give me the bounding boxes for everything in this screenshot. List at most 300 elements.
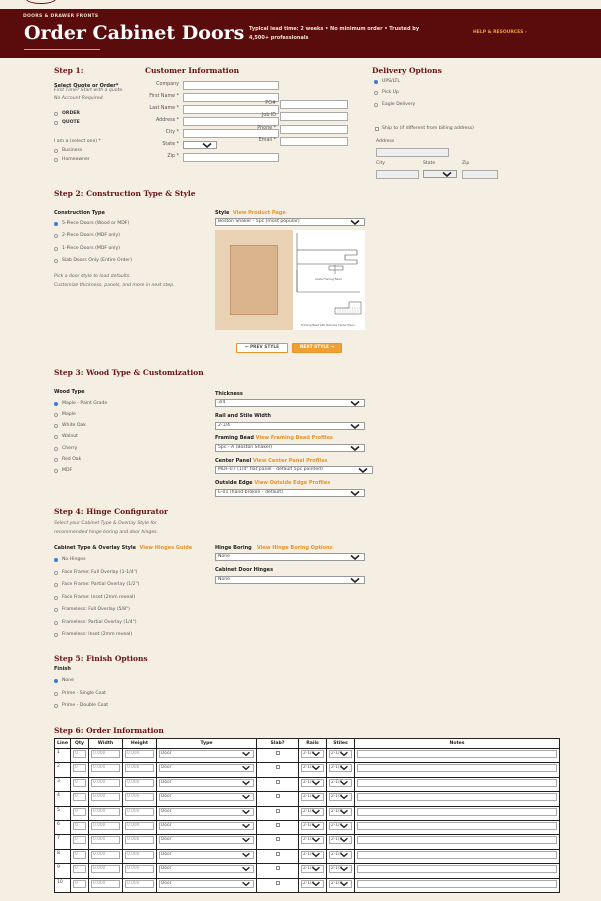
chevron-down-icon — [240, 780, 252, 786]
radio-order[interactable] — [54, 112, 58, 116]
chevron-down-icon — [310, 866, 322, 872]
radio-maple-paint-grade[interactable] — [54, 402, 58, 406]
col-line: Line — [55, 739, 71, 749]
ship-zip-field[interactable] — [462, 170, 498, 179]
slab-cell — [257, 806, 299, 820]
slab-checkbox[interactable] — [276, 765, 280, 769]
stiles-value: 2-1/4 — [331, 808, 343, 814]
height-cell — [123, 749, 157, 763]
chevron-down-icon — [240, 837, 252, 843]
width-input[interactable]: 0.000 — [91, 750, 120, 758]
ship-state-label: State — [423, 161, 436, 166]
rails-value: 2-1/4 — [303, 866, 315, 872]
chevron-down-icon — [338, 866, 350, 872]
width-input[interactable]: 0.000 — [91, 880, 120, 888]
last-name-label: Last Name * — [149, 106, 179, 111]
radio-5-piece[interactable] — [54, 222, 58, 226]
finish-option-label: Prime - Single Coat — [62, 691, 106, 696]
chevron-down-icon — [240, 866, 252, 872]
stiles-cell — [327, 806, 355, 820]
overlay-option-label: Face Frame: Full Overlay (1-1/4") — [62, 570, 138, 575]
slab-checkbox[interactable] — [276, 794, 280, 798]
width-input[interactable]: 0.000 — [91, 851, 120, 859]
rail-stile-width-select[interactable] — [215, 422, 365, 430]
ship-address-field[interactable] — [376, 148, 449, 157]
qty-input[interactable]: 0 — [73, 779, 86, 787]
overlay-label: Cabinet Type & Overlay Style — [54, 545, 136, 551]
door-hinges-select[interactable] — [215, 576, 365, 584]
chevron-down-icon — [240, 765, 252, 771]
header-tagline: Typical lead time: 2 weeks • No minimum order • Trusted by 4,500+ professionals — [249, 26, 420, 41]
qty-input[interactable]: 0 — [73, 808, 86, 816]
view-framing-bead-link[interactable]: View Framing Bead Profiles — [255, 435, 333, 441]
stiles-select[interactable] — [329, 764, 352, 772]
hinge-boring-select[interactable] — [215, 553, 365, 561]
width-cell — [89, 749, 123, 763]
radio-slab[interactable] — [54, 259, 58, 263]
type-value: Door — [161, 837, 172, 843]
quote-note-2: No Account Required. — [54, 96, 105, 101]
rails-cell — [299, 878, 327, 892]
radio-maple[interactable] — [54, 413, 58, 417]
type-select[interactable] — [159, 822, 254, 830]
step4-heading: Step 4: Hinge Configurator — [54, 507, 168, 516]
stiles-select[interactable] — [329, 793, 352, 801]
address-field[interactable] — [183, 117, 279, 126]
type-select[interactable] — [159, 779, 254, 787]
line-number: 1 — [55, 749, 71, 763]
notes-input[interactable] — [357, 750, 557, 758]
rails-select[interactable] — [301, 836, 324, 844]
col-slab: Slab? — [257, 739, 299, 749]
ship-to-label: Ship to (if different from billing address) — [382, 126, 474, 131]
qty-input[interactable]: 0 — [73, 793, 86, 801]
stiles-select[interactable] — [329, 822, 352, 830]
qty-input[interactable]: 0 — [73, 836, 86, 844]
stiles-cell — [327, 763, 355, 777]
radio-homeowner[interactable] — [54, 158, 58, 162]
radio-mdf[interactable] — [54, 469, 58, 473]
type-cell — [157, 864, 257, 878]
step5-heading: Step 5: Finish Options — [54, 654, 148, 663]
notes-cell — [355, 806, 560, 820]
wood-option-label: Cherry — [62, 446, 78, 451]
thickness-label: Thickness — [215, 391, 243, 397]
radio-ups-ltl-label: UPS/LTL — [382, 79, 400, 84]
rails-select[interactable] — [301, 822, 324, 830]
width-input[interactable]: 0.000 — [91, 779, 120, 787]
stiles-cell — [327, 749, 355, 763]
address-label: Address * — [155, 118, 179, 123]
outside-edge-label-row — [215, 480, 330, 486]
width-input[interactable]: 0.000 — [91, 808, 120, 816]
table-row — [55, 878, 560, 892]
chevron-down-icon — [310, 751, 322, 757]
framing-bead-value: 5pc - A (Boston Shaker) — [218, 445, 273, 450]
chevron-down-icon — [310, 809, 322, 815]
rails-value: 2-1/4 — [303, 794, 315, 800]
stiles-cell — [327, 849, 355, 863]
height-input[interactable]: 0.000 — [125, 750, 154, 758]
radio-business[interactable] — [54, 149, 58, 153]
state-select[interactable] — [183, 141, 217, 149]
radio-1-piece-label: 1-Piece Doors (MDF only) — [62, 246, 120, 251]
qty-cell — [71, 749, 89, 763]
stiles-select[interactable] — [329, 836, 352, 844]
rails-select[interactable] — [301, 750, 324, 758]
radio-ff-partial-overlay[interactable] — [54, 583, 58, 587]
slab-checkbox[interactable] — [276, 866, 280, 870]
slab-cell — [257, 835, 299, 849]
stiles-select[interactable] — [329, 779, 352, 787]
job-id-field[interactable] — [280, 112, 348, 121]
rails-value: 2-1/4 — [303, 779, 315, 785]
order-table-header — [55, 739, 560, 749]
height-cell — [123, 835, 157, 849]
width-cell — [89, 777, 123, 791]
table-row — [55, 792, 560, 806]
col-rails: Rails — [299, 739, 327, 749]
radio-white-oak[interactable] — [54, 424, 58, 428]
qty-input[interactable]: 0 — [73, 880, 86, 888]
hinge-note-2: recommended hinge boring and door hinges. — [54, 530, 159, 535]
view-product-page-link[interactable]: View Product Page — [232, 210, 286, 216]
notes-input[interactable] — [357, 793, 557, 801]
chevron-down-icon — [338, 794, 350, 800]
overlay-option-label: No Hinges — [62, 557, 86, 562]
radio-prime-single[interactable] — [54, 692, 58, 696]
type-select[interactable] — [159, 865, 254, 873]
table-row — [55, 820, 560, 834]
type-value: Door — [161, 765, 172, 771]
finish-option-label: None — [62, 678, 74, 683]
rails-select[interactable] — [301, 851, 324, 859]
type-value: Door — [161, 779, 172, 785]
diagram-caption-1: Inside Framing Bead — [315, 278, 342, 281]
rails-value: 2-1/4 — [303, 808, 315, 814]
rails-select[interactable] — [301, 793, 324, 801]
delivery-heading: Delivery Options — [372, 66, 442, 75]
notes-input[interactable] — [357, 822, 557, 830]
col-qty: Qty — [71, 739, 89, 749]
type-select[interactable] — [159, 836, 254, 844]
qty-cell — [71, 806, 89, 820]
qty-cell — [71, 820, 89, 834]
phone-label: Phone * — [257, 126, 276, 131]
notes-input[interactable] — [357, 836, 557, 844]
title-underline — [24, 49, 100, 50]
width-input[interactable]: 0.000 — [91, 764, 120, 772]
line-number: 9 — [55, 864, 71, 878]
height-input[interactable]: 0.000 — [125, 779, 154, 787]
company-field[interactable] — [183, 81, 279, 90]
view-hinges-guide-link[interactable]: View Hinges Guide — [139, 545, 193, 551]
stiles-cell — [327, 878, 355, 892]
rail-stile-width-label: Rail and Stile Width — [215, 413, 271, 419]
radio-2-piece[interactable] — [54, 234, 58, 238]
radio-eagle-delivery[interactable] — [374, 103, 378, 107]
wood-option-label: Maple — [62, 412, 76, 417]
type-cell — [157, 878, 257, 892]
stiles-value: 2-1/4 — [331, 765, 343, 771]
chevron-down-icon — [240, 881, 252, 887]
phone-field[interactable] — [280, 125, 348, 134]
chevron-down-icon — [338, 837, 350, 843]
height-input[interactable]: 0.000 — [125, 851, 154, 859]
radio-walnut[interactable] — [54, 435, 58, 439]
notes-input[interactable] — [357, 764, 557, 772]
width-input[interactable]: 0.000 — [91, 822, 120, 830]
rails-cell — [299, 749, 327, 763]
slab-checkbox[interactable] — [276, 881, 280, 885]
width-cell — [89, 835, 123, 849]
height-input[interactable]: 0.000 — [125, 880, 154, 888]
line-number: 2 — [55, 763, 71, 777]
qty-input[interactable]: 0 — [73, 851, 86, 859]
col-type: Type — [157, 739, 257, 749]
style-preview-image — [215, 230, 365, 330]
door-photo — [215, 230, 293, 330]
radio-fl-full-overlay[interactable] — [54, 608, 58, 612]
ship-to-checkbox[interactable] — [375, 127, 379, 131]
radio-finish-none[interactable] — [54, 679, 58, 683]
stiles-cell — [327, 792, 355, 806]
chevron-down-icon — [310, 837, 322, 843]
quote-note-1: First Time? Start with a quote. — [54, 88, 124, 93]
notes-cell — [355, 777, 560, 791]
door-hinges-value: None — [218, 577, 230, 582]
help-resources-link[interactable]: HELP & RESOURCES › — [473, 30, 527, 35]
framing-bead-select[interactable] — [215, 444, 365, 452]
chevron-down-icon — [200, 142, 214, 149]
line-number: 7 — [55, 835, 71, 849]
height-input[interactable]: 0.000 — [125, 865, 154, 873]
type-value: Door — [161, 808, 172, 814]
radio-quote[interactable] — [54, 121, 58, 125]
slab-cell — [257, 792, 299, 806]
type-select[interactable] — [159, 764, 254, 772]
notes-input[interactable] — [357, 808, 557, 816]
notes-cell — [355, 820, 560, 834]
width-input[interactable]: 0.000 — [91, 836, 120, 844]
radio-eagle-delivery-label: Eagle Delivery — [382, 102, 416, 107]
notes-cell — [355, 849, 560, 863]
height-input[interactable]: 0.000 — [125, 836, 154, 844]
finish-label: Finish — [54, 666, 71, 672]
radio-ff-inset[interactable] — [54, 596, 58, 600]
width-cell — [89, 849, 123, 863]
type-select[interactable] — [159, 880, 254, 888]
first-name-label: First Name * — [149, 94, 179, 99]
type-cell — [157, 849, 257, 863]
hinge-boring-label: Hinge Boring — [215, 545, 252, 551]
zip-field[interactable] — [183, 153, 279, 162]
type-value: Door — [161, 880, 172, 886]
table-row — [55, 777, 560, 791]
rails-cell — [299, 792, 327, 806]
qty-input[interactable]: 0 — [73, 750, 86, 758]
radio-ups-ltl[interactable] — [374, 80, 378, 84]
chevron-down-icon — [240, 794, 252, 800]
height-input[interactable]: 0.000 — [125, 808, 154, 816]
chevron-down-icon — [348, 577, 362, 584]
state-label: State * — [162, 142, 179, 147]
rails-select[interactable] — [301, 880, 324, 888]
line-number: 6 — [55, 820, 71, 834]
qty-input[interactable]: 0 — [73, 764, 86, 772]
table-row — [55, 806, 560, 820]
slab-checkbox[interactable] — [276, 751, 280, 755]
height-cell — [123, 806, 157, 820]
prev-style-button[interactable]: ← PREV STYLE — [236, 343, 288, 353]
radio-red-oak[interactable] — [54, 458, 58, 462]
step2-heading: Step 2: Construction Type & Style — [54, 189, 196, 198]
po-field[interactable] — [280, 100, 348, 109]
hinge-boring-label-row — [215, 545, 333, 551]
rails-select[interactable] — [301, 764, 324, 772]
chevron-down-icon — [338, 881, 350, 887]
site-logo[interactable] — [26, 0, 56, 4]
qty-cell — [71, 878, 89, 892]
city-label: City * — [165, 130, 179, 135]
slab-cell — [257, 864, 299, 878]
chevron-down-icon — [348, 400, 362, 407]
radio-pick-up[interactable] — [374, 91, 378, 95]
radio-2-piece-label: 2-Piece Doors (MDF only) — [62, 233, 120, 238]
slab-cell — [257, 763, 299, 777]
height-input[interactable]: 0.000 — [125, 793, 154, 801]
stiles-select[interactable] — [329, 865, 352, 873]
outside-edge-label: Outside Edge — [215, 480, 253, 486]
rails-select[interactable] — [301, 865, 324, 873]
type-cell — [157, 835, 257, 849]
height-cell — [123, 864, 157, 878]
stiles-select[interactable] — [329, 851, 352, 859]
width-input[interactable]: 0.000 — [91, 793, 120, 801]
radio-prime-double[interactable] — [54, 704, 58, 708]
rails-select[interactable] — [301, 808, 324, 816]
slab-checkbox[interactable] — [276, 809, 280, 813]
step3-heading: Step 3: Wood Type & Customization — [54, 368, 204, 377]
ship-city-field[interactable] — [376, 170, 419, 179]
width-input[interactable]: 0.000 — [91, 865, 120, 873]
type-select[interactable] — [159, 851, 254, 859]
stiles-cell — [327, 864, 355, 878]
slab-cell — [257, 878, 299, 892]
chevron-down-icon — [338, 852, 350, 858]
height-input[interactable]: 0.000 — [125, 764, 154, 772]
stiles-select[interactable] — [329, 750, 352, 758]
stiles-select[interactable] — [329, 808, 352, 816]
table-row — [55, 864, 560, 878]
slab-checkbox[interactable] — [276, 837, 280, 841]
radio-fl-partial-overlay[interactable] — [54, 621, 58, 625]
view-outside-edge-link[interactable]: View Outside Edge Profiles — [254, 480, 331, 486]
height-input[interactable]: 0.000 — [125, 822, 154, 830]
slab-checkbox[interactable] — [276, 780, 280, 784]
wood-type-label: Wood Type — [54, 389, 85, 395]
thickness-value: 3/4 — [218, 400, 226, 405]
center-panel-value: MDF-07 (1/4" flat panel - default 5pc painted) — [218, 467, 323, 472]
type-select[interactable] — [159, 750, 254, 758]
top-strip — [0, 0, 601, 9]
type-cell — [157, 792, 257, 806]
breadcrumb[interactable]: DOORS & DRAWER FRONTS — [23, 14, 99, 19]
qty-input[interactable]: 0 — [73, 822, 86, 830]
overlay-option-label: Face Frame: Partial Overlay (1/2") — [62, 582, 140, 587]
ship-state-select[interactable] — [423, 170, 457, 178]
wood-option-label: White Oak — [62, 423, 86, 428]
qty-cell — [71, 864, 89, 878]
overlay-option-label: Frameless: Partial Overlay (1/4") — [62, 620, 137, 625]
next-style-button[interactable]: NEXT STYLE → — [292, 343, 342, 353]
quote-order-label: Select Quote or Order* — [54, 83, 119, 89]
width-cell — [89, 820, 123, 834]
qty-input[interactable]: 0 — [73, 865, 86, 873]
stiles-value: 2-1/4 — [331, 851, 343, 857]
table-row — [55, 763, 560, 777]
view-hinge-boring-link[interactable]: View Hinge Boring Options — [256, 545, 333, 551]
ship-zip-label: Zip — [462, 161, 470, 166]
stiles-value: 2-1/4 — [331, 794, 343, 800]
type-select[interactable] — [159, 808, 254, 816]
center-panel-select[interactable] — [215, 466, 373, 474]
line-number: 10 — [55, 878, 71, 892]
stiles-select[interactable] — [329, 880, 352, 888]
ship-address-label: Address — [376, 139, 395, 144]
radio-cherry[interactable] — [54, 447, 58, 451]
radio-slab-label: Slab Doors Only (Entire Order) — [62, 258, 132, 263]
chevron-down-icon — [338, 809, 350, 815]
iam-label: I am a (select one) * — [54, 139, 101, 144]
notes-input[interactable] — [357, 779, 557, 787]
notes-input[interactable] — [357, 851, 557, 859]
radio-ff-full-overlay[interactable] — [54, 571, 58, 575]
stiles-cell — [327, 820, 355, 834]
customer-info-heading: Customer Information — [145, 66, 240, 75]
chevron-down-icon — [338, 751, 350, 757]
slab-checkbox[interactable] — [276, 852, 280, 856]
qty-cell — [71, 849, 89, 863]
radio-homeowner-label: Homeowner — [62, 157, 90, 162]
chevron-down-icon — [310, 823, 322, 829]
radio-no-hinges[interactable] — [54, 558, 58, 562]
notes-cell — [355, 864, 560, 878]
col-height: Height — [123, 739, 157, 749]
rails-value: 2-1/4 — [303, 837, 315, 843]
email-field[interactable] — [280, 137, 348, 146]
rails-select[interactable] — [301, 779, 324, 787]
notes-cell — [355, 792, 560, 806]
notes-input[interactable] — [357, 880, 557, 888]
height-cell — [123, 878, 157, 892]
rails-value: 2-1/4 — [303, 880, 315, 886]
notes-input[interactable] — [357, 865, 557, 873]
view-center-panel-link[interactable]: View Center Panel Profiles — [252, 458, 328, 464]
radio-fl-inset[interactable] — [54, 633, 58, 637]
thickness-select[interactable] — [215, 399, 365, 407]
type-select[interactable] — [159, 793, 254, 801]
type-value: Door — [161, 822, 172, 828]
slab-checkbox[interactable] — [276, 823, 280, 827]
type-cell — [157, 806, 257, 820]
radio-1-piece[interactable] — [54, 247, 58, 251]
chevron-down-icon — [338, 780, 350, 786]
style-select[interactable] — [215, 218, 365, 226]
height-cell — [123, 777, 157, 791]
outside-edge-select[interactable] — [215, 489, 365, 497]
chevron-down-icon — [240, 823, 252, 829]
